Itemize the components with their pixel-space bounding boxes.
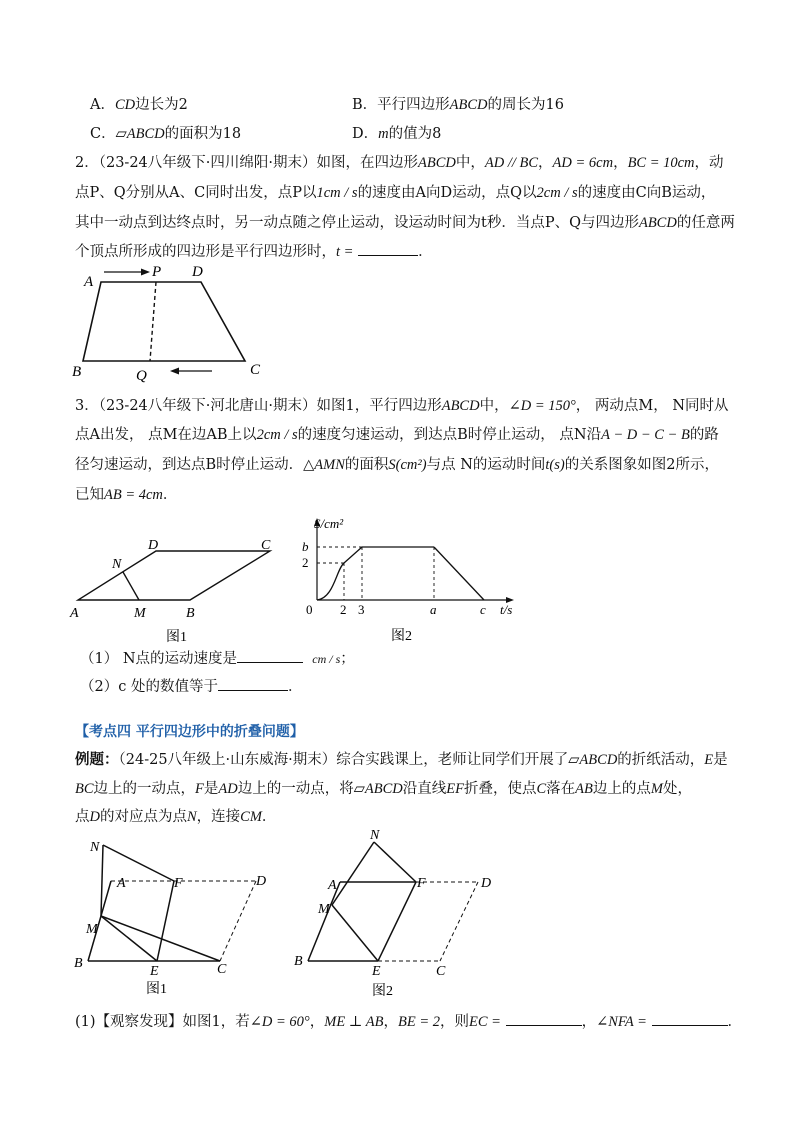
q3-sub-text: （1） N点的运动速度是 [80, 651, 238, 667]
q2-math: ABCD [638, 215, 677, 231]
label-b: B [186, 606, 195, 621]
option-c-text: 的面积为18 [164, 126, 242, 142]
example-label: 例题： [75, 752, 119, 768]
example-math: EC = [469, 1014, 501, 1030]
example-sub-text: ． [727, 1014, 743, 1030]
label-a: A [84, 274, 94, 290]
q3-sub-text: ； [340, 651, 355, 667]
example-math: ME ⊥ AB [324, 1014, 384, 1030]
option-b-text: 的周长为16 [487, 97, 564, 113]
label-c: C [261, 538, 271, 553]
parallelogram-abcd [78, 551, 270, 600]
q3-text: 的路 [689, 427, 719, 443]
q2-text: 的任意两 [676, 215, 735, 231]
example-text: ，连接 [196, 809, 241, 825]
q2-line-2 [75, 183, 715, 203]
parallelogram-symbol: ▱ [115, 126, 127, 142]
option-d-letter: D． [352, 126, 379, 142]
pq-dashed-line [150, 282, 156, 361]
ec-answer-blank[interactable] [506, 1011, 582, 1026]
q2-math: 1cm / s [316, 185, 358, 201]
q3-speed-blank[interactable] [237, 648, 303, 663]
label-b: B [294, 954, 303, 969]
example-sub-text: ， [309, 1014, 325, 1030]
example-math: CM [240, 809, 262, 825]
example-math: F [195, 781, 204, 797]
example-math: E [704, 752, 714, 768]
label-n: N [370, 828, 380, 843]
q2-text: 2．（23-24八年级下·四川绵阳·期末）如图，在四边形 [75, 155, 418, 171]
q2-math: AD = 6cm [552, 155, 614, 171]
q2-line-3 [75, 213, 735, 233]
segment-nm [332, 842, 374, 905]
q3-figure-2-graph [292, 512, 524, 647]
label-a: A [117, 876, 126, 891]
example-text: 折叠，使点 [463, 781, 537, 797]
q2-math: 2cm / s [536, 185, 578, 201]
figure-2-caption: 图2 [391, 629, 412, 644]
example-fig1-caption: 图1 [146, 982, 167, 997]
q3-text: 的关系图象如图2所示， [564, 457, 719, 473]
example-math: ▱ABCD [353, 781, 403, 797]
q3-text: 中， [479, 398, 509, 414]
q2-math: AD // BC [484, 155, 539, 171]
example-line-1 [75, 750, 728, 770]
example-math: EF [446, 781, 464, 797]
arrow-head-left [170, 368, 179, 375]
example-text: 是 [713, 752, 728, 768]
example-math: BE = 2 [398, 1014, 441, 1030]
label-c: C [250, 362, 261, 378]
label-d: D [192, 264, 203, 280]
option-a-text: 边长为2 [135, 97, 188, 113]
tick-c: c [480, 602, 486, 617]
q2-text: ， [538, 155, 553, 171]
x-axis-label: t/s [500, 602, 513, 617]
example-text: 边上的一动点， [93, 781, 196, 797]
q2-text: ， [613, 155, 628, 171]
q3-sub-text: （2）c 处的数值等于 [80, 679, 218, 695]
nfa-answer-blank[interactable] [652, 1011, 728, 1026]
example-text: 的对应点为点 [99, 809, 187, 825]
segment-nf [103, 845, 174, 881]
area-decline-segment [434, 547, 484, 600]
example-sub-text: (1)【观察发现】如图1，若 [75, 1014, 250, 1030]
example-math: ∠NFA = [596, 1014, 647, 1030]
q2-text: 中， [455, 155, 485, 171]
option-c [90, 124, 241, 144]
example-text: 边上的一动点，将 [237, 781, 354, 797]
example-text: 落在 [546, 781, 576, 797]
segment-mc [101, 916, 220, 961]
q3-sub-2 [80, 676, 302, 697]
q3-line-4 [75, 485, 177, 505]
q2-text: 点P、Q分别从A、C同时出发，点P以 [75, 185, 317, 201]
segment-ab [308, 882, 340, 961]
option-b-math: ABCD [449, 97, 488, 113]
option-c-math: ABCD [126, 126, 165, 142]
q2-text: 个顶点所形成的四边形是平行四边形时， [75, 244, 336, 260]
example-math: C [536, 781, 547, 797]
example-text: 沿直线 [402, 781, 447, 797]
origin-label: 0 [306, 602, 313, 617]
label-f: F [174, 876, 183, 891]
trapezoid-shape [83, 282, 245, 361]
option-d-text: 的值为8 [388, 126, 442, 142]
q2-line-1 [75, 153, 724, 173]
q3-math: ∠D = 150° [508, 398, 576, 414]
example-math: ▱ABCD [568, 752, 618, 768]
option-d-math: m [378, 126, 389, 142]
label-q: Q [136, 368, 147, 384]
example-sub-text: ，则 [440, 1014, 470, 1030]
example-figure-2 [292, 825, 512, 1000]
example-math: AD [218, 781, 238, 797]
q3-text: 的速度匀速运动，到达点B时停止运动， 点N沿 [297, 427, 602, 443]
example-math: N [186, 809, 197, 825]
q3-math: A − D − C − B [601, 427, 690, 443]
q3-text: 已知 [75, 487, 104, 503]
example-math: ∠D = 60° [249, 1014, 310, 1030]
area-curve [317, 547, 362, 600]
q3-math: △AMN [303, 457, 345, 473]
option-b-pre: 平行四边形 [377, 97, 450, 113]
example-sub-1 [75, 1011, 742, 1032]
example-text: 点 [75, 809, 90, 825]
q2-text: 的速度由C向B运动， [577, 185, 716, 201]
example-figure-1 [70, 835, 305, 1000]
q3-text: ． [162, 487, 178, 503]
example-sub-text: ， [581, 1014, 597, 1030]
q2-math: BC = 10cm [627, 155, 695, 171]
example-line-2 [75, 779, 692, 799]
tick-3: 3 [358, 602, 365, 617]
example-math: AB [575, 781, 593, 797]
q2-text: 其中一动点到达终点时，另一动点随之停止运动，设运动时间为t秒．当点P、Q与四边形 [75, 215, 639, 231]
q3-math: S(cm²) [388, 457, 427, 473]
example-line-3 [75, 807, 276, 827]
example-text: 是 [203, 781, 219, 797]
example-sub-text: ， [383, 1014, 399, 1030]
q3-math: t(s) [545, 457, 565, 473]
label-c: C [436, 964, 446, 979]
option-a [90, 95, 188, 115]
option-a-math: CD [114, 97, 136, 113]
q2-text: ． [418, 244, 433, 260]
q2-line-4 [75, 241, 433, 262]
q3-text: 点A出发， 点M在边AB上以 [75, 427, 257, 443]
label-m: M [134, 606, 146, 621]
q3-math: ABCD [441, 398, 480, 414]
q3-line-2 [75, 425, 719, 445]
label-c: C [217, 962, 227, 977]
q3-sub-1 [80, 648, 355, 669]
example-math: BC [75, 781, 94, 797]
segment-me [101, 916, 157, 961]
example-math: M [650, 781, 663, 797]
segment-nm [123, 572, 139, 600]
q2-math: ABCD [418, 155, 456, 171]
q2-text: 的速度由A向D运动，点Q以 [357, 185, 537, 201]
label-n: N [112, 557, 122, 572]
example-math: D [89, 809, 100, 825]
tick-2-x: 2 [340, 602, 347, 617]
q3-text: 径匀速运动，到达点B时停止运动． [75, 457, 304, 473]
label-e: E [150, 964, 159, 979]
q3-line-1 [75, 396, 729, 416]
label-d: D [256, 874, 267, 889]
q3-text: 3．（23-24八年级下·河北唐山·期末）如图1，平行四边形 [75, 398, 442, 414]
figure-1-caption: 图1 [166, 630, 187, 645]
label-b: B [74, 956, 83, 971]
segment-nm [101, 845, 103, 916]
q3-unit: cm / s [312, 652, 341, 666]
option-b [352, 95, 564, 115]
label-d: D [481, 876, 492, 891]
tick-b: b [302, 539, 309, 554]
tick-a: a [430, 602, 437, 617]
example-text: ． [261, 809, 277, 825]
q3-c-blank[interactable] [218, 676, 288, 691]
label-d: D [148, 538, 159, 553]
segment-fe [157, 881, 174, 961]
label-b: B [72, 364, 82, 380]
option-b-letter: B． [352, 97, 378, 113]
q2-trapezoid-figure [70, 260, 270, 385]
q3-text: 的面积 [344, 457, 389, 473]
y-axis-label: S/cm² [314, 516, 344, 531]
arrow-head-right [141, 269, 150, 276]
dashed-dc [440, 882, 478, 961]
q3-math: AB = 4cm [104, 487, 163, 503]
q2-text: ，动 [694, 155, 724, 171]
q3-sub-text: ． [287, 679, 303, 695]
label-a: A [70, 606, 79, 621]
label-m: M [86, 922, 98, 937]
q2-math: t = [336, 244, 354, 260]
segment-me [332, 905, 378, 961]
label-n: N [90, 840, 100, 855]
segment-nf [374, 842, 416, 882]
q2-answer-blank[interactable] [358, 241, 418, 256]
q3-figure-1 [68, 535, 288, 645]
example-text: 的折纸活动， [617, 752, 705, 768]
option-d [352, 124, 441, 144]
label-f: F [417, 876, 426, 891]
segment-ef [378, 882, 416, 961]
example-text: 处， [662, 781, 692, 797]
section-4-heading: 【考点四 平行四边形中的折叠问题】 [75, 724, 304, 740]
option-c-letter: C． [90, 126, 116, 142]
example-text: （24-25八年级上·山东威海·期末）综合实践课上，老师让同学们开展了 [118, 752, 569, 768]
option-a-letter: A． [90, 97, 115, 113]
label-m: M [318, 902, 330, 917]
label-p: P [152, 264, 162, 280]
example-fig2-caption: 图2 [372, 984, 393, 999]
example-text: 边上的点 [592, 781, 651, 797]
q3-text: ， 两动点M， N同时从 [575, 398, 729, 414]
label-e: E [372, 964, 381, 979]
tick-2-y: 2 [302, 555, 309, 570]
q3-text: 与点 N的运动时间 [426, 457, 546, 473]
q3-line-3 [75, 455, 719, 475]
dashed-dc [220, 881, 256, 961]
q3-math: 2cm / s [256, 427, 298, 443]
label-a: A [328, 878, 337, 893]
